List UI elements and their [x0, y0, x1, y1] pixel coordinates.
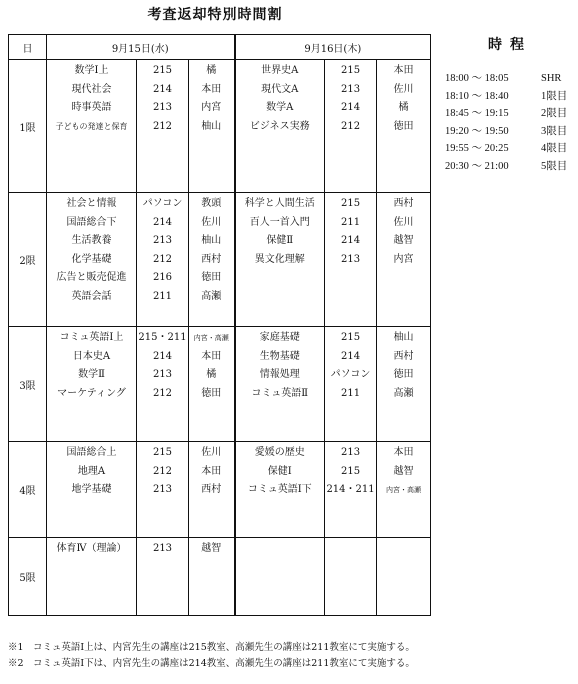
subject-text: 広告と販売促進 [56, 272, 127, 283]
time-range: 18:10 ～ 18:40 [445, 90, 509, 102]
subject-text: 化学基礎 [71, 253, 112, 265]
timetable-row [445, 105, 575, 123]
room-text: 214・211 [326, 484, 375, 495]
room-text: 213 [340, 253, 361, 265]
timetable-row [445, 88, 575, 106]
period-name: SHR [541, 73, 562, 84]
teacher-text: 内宮・高瀬 [386, 486, 422, 494]
period-label: 3限 [9, 327, 47, 442]
day1-subject-cell [47, 442, 137, 538]
day1-room-cell [137, 60, 189, 193]
subject-text: 保健Ⅱ [266, 235, 294, 246]
timetable-panel [445, 34, 575, 175]
date-header-1: 9月15日(水) [47, 35, 235, 60]
time-range: 18:00 ～ 18:05 [445, 73, 509, 84]
day2-room-cell [325, 442, 377, 538]
day2-teacher-cell [377, 327, 431, 442]
room-text: 215 [340, 65, 361, 76]
day2-teacher-cell [377, 538, 431, 616]
teacher-text: 内宮 [393, 253, 414, 265]
teacher-text: 佐川 [393, 216, 414, 228]
room-text: 215 [340, 198, 361, 209]
room-text: 213 [340, 83, 361, 95]
teacher-text: 西村 [201, 484, 222, 495]
subject-text: 体育Ⅳ（理論） [56, 543, 127, 554]
teacher-text: 本田 [201, 83, 222, 95]
day1-subject-cell [47, 60, 137, 193]
subject-text: 愛媛の歴史 [254, 447, 305, 458]
teacher-text: 西村 [393, 198, 414, 209]
day2-room-cell [325, 327, 377, 442]
room-text: パソコン [330, 369, 371, 380]
teacher-text: 高瀬 [201, 290, 222, 302]
teacher-text: 越智 [201, 543, 222, 554]
period-name: 2限目 [541, 108, 568, 119]
room-text: 214 [152, 350, 173, 362]
period-row [9, 327, 431, 442]
room-text: 213 [152, 102, 173, 113]
day2-room-cell [325, 538, 377, 616]
room-text: 214 [340, 235, 361, 246]
subject-text: 時事英語 [71, 102, 112, 113]
room-text: 214 [152, 216, 173, 228]
teacher-text: 本田 [201, 350, 222, 362]
room-text: 216 [152, 272, 173, 283]
period-row [9, 442, 431, 538]
day1-subject-cell [47, 327, 137, 442]
period-row [9, 538, 431, 616]
room-text: 215 [340, 332, 361, 343]
teacher-text: 本田 [393, 447, 414, 458]
date-header-2: 9月16日(木) [235, 35, 431, 60]
subject-text: 国語総合下 [66, 216, 117, 228]
day1-room-cell [137, 327, 189, 442]
teacher-text: 橘 [206, 369, 217, 380]
day1-teacher-cell [189, 442, 235, 538]
teacher-text: 徳田 [393, 120, 414, 132]
day1-teacher-cell [189, 193, 235, 327]
day-header: 日 [9, 35, 47, 60]
subject-text: 百人一首入門 [249, 216, 310, 228]
page-title: 考査返却特別時間割 [147, 7, 283, 23]
day2-teacher-cell [377, 193, 431, 327]
timetable-row [445, 123, 575, 141]
period-name: 1限目 [541, 90, 568, 102]
teacher-text: 越智 [393, 465, 414, 477]
day1-teacher-cell [189, 538, 235, 616]
footnote: ※2 コミュ英語Ⅰ下は、内宮先生の講座は214教室、高瀬先生の講座は211教室にて実施する。 [8, 658, 415, 669]
room-text: 214 [152, 83, 173, 95]
subject-text: 数学Ⅰ上 [74, 65, 109, 76]
teacher-text: 柚山 [201, 235, 222, 246]
room-text: 211 [340, 387, 361, 399]
day1-subject-cell [47, 193, 137, 327]
subject-text: 日本史A [72, 350, 111, 362]
subject-text: コミュ英語Ⅱ [251, 387, 309, 399]
period-row [9, 60, 431, 193]
room-text: 213 [152, 543, 173, 554]
timetable-row [445, 140, 575, 158]
subject-text: 生物基礎 [259, 350, 300, 362]
day2-subject-cell [235, 193, 325, 327]
teacher-text: 教頭 [201, 198, 222, 209]
room-text: 213 [152, 484, 173, 495]
room-text: 214 [340, 350, 361, 362]
subject-text: 世界史A [261, 65, 299, 76]
teacher-text: 橘 [206, 65, 217, 76]
day2-subject-cell [235, 327, 325, 442]
teacher-text: 内宮 [201, 102, 222, 113]
subject-text: マーケティング [57, 387, 126, 399]
subject-text: コミュ英語Ⅰ下 [247, 484, 312, 495]
period-row [9, 193, 431, 327]
time-range: 20:30 ～ 21:00 [445, 160, 509, 172]
day2-room-cell [325, 193, 377, 327]
day2-subject-cell [235, 442, 325, 538]
room-text: 213 [152, 235, 173, 246]
subject-text: 地理A [77, 465, 106, 477]
day2-teacher-cell [377, 442, 431, 538]
subject-text: 異文化理解 [254, 253, 305, 265]
subject-text: 情報処理 [259, 369, 300, 380]
day2-subject-cell [235, 60, 325, 193]
teacher-text: 高瀬 [393, 387, 414, 399]
room-text: 212 [152, 253, 173, 265]
room-text: 213 [152, 369, 173, 380]
footnotes [8, 640, 415, 672]
room-text: 215・211 [138, 332, 187, 343]
room-text: 215 [152, 447, 173, 458]
room-text: 211 [340, 216, 361, 228]
teacher-text: 佐川 [201, 447, 222, 458]
room-text: 214 [340, 102, 361, 113]
time-range: 19:20 ～ 19:50 [445, 125, 509, 137]
room-text: 212 [152, 120, 173, 132]
room-text: 212 [152, 465, 173, 477]
day1-room-cell [137, 538, 189, 616]
room-text: パソコン [142, 198, 183, 209]
teacher-text: 徳田 [201, 272, 222, 283]
room-text: 212 [340, 120, 361, 132]
time-range: 19:55 ～ 20:25 [445, 143, 509, 154]
room-text: 215 [340, 465, 361, 477]
day1-teacher-cell [189, 327, 235, 442]
period-label: 2限 [9, 193, 47, 327]
schedule-table [8, 34, 431, 616]
period-label: 4限 [9, 442, 47, 538]
teacher-text: 橘 [398, 102, 409, 113]
teacher-text: 柚山 [201, 120, 222, 132]
day1-room-cell [137, 193, 189, 327]
timetable-row [445, 70, 575, 88]
timetable-row [445, 158, 575, 176]
teacher-text: 本田 [393, 65, 414, 76]
teacher-text: 佐川 [393, 83, 414, 95]
timetable-title: 時程 [488, 37, 532, 53]
subject-text: 現代社会 [71, 83, 112, 95]
subject-text: 現代文A [261, 83, 299, 95]
period-name: 4限目 [541, 143, 568, 154]
teacher-text: 佐川 [201, 216, 222, 228]
subject-text: コミュ英語Ⅰ上 [59, 332, 124, 343]
subject-text: 英語会話 [71, 290, 112, 302]
day1-subject-cell [47, 538, 137, 616]
day2-room-cell [325, 60, 377, 193]
subject-text: 国語総合上 [66, 447, 117, 458]
subject-text: 数学A [266, 102, 294, 113]
subject-text: ビジネス実務 [249, 120, 310, 132]
room-text: 213 [340, 447, 361, 458]
teacher-text: 本田 [201, 465, 222, 477]
subject-text: 科学と人間生活 [244, 198, 315, 209]
subject-text: 数学Ⅱ [78, 369, 105, 380]
subject-text: 社会と情報 [66, 198, 117, 209]
room-text: 212 [152, 387, 173, 399]
header-row [9, 35, 431, 60]
teacher-text: 柚山 [393, 332, 414, 343]
footnote: ※1 コミュ英語Ⅰ上は、内宮先生の講座は215教室、高瀬先生の講座は211教室にて実施する。 [8, 642, 415, 653]
subject-text: 家庭基礎 [259, 332, 300, 343]
teacher-text: 徳田 [201, 387, 222, 399]
teacher-text: 西村 [393, 350, 414, 362]
teacher-text: 内宮・高瀬 [193, 334, 229, 342]
period-label: 5限 [9, 538, 47, 616]
subject-text: 子どもの発達と保育 [55, 121, 128, 131]
period-label: 1限 [9, 60, 47, 193]
subject-text: 保健Ⅰ [267, 465, 292, 477]
teacher-text: 越智 [393, 235, 414, 246]
day2-subject-cell [235, 538, 325, 616]
day1-teacher-cell [189, 60, 235, 193]
subject-text: 地学基礎 [71, 484, 112, 495]
period-name: 3限目 [541, 125, 568, 137]
room-text: 211 [152, 290, 173, 302]
subject-text: 生活教養 [71, 235, 112, 246]
teacher-text: 徳田 [393, 369, 414, 380]
time-range: 18:45 ～ 19:15 [445, 108, 509, 119]
day2-teacher-cell [377, 60, 431, 193]
teacher-text: 西村 [201, 253, 222, 265]
room-text: 215 [152, 65, 173, 76]
period-name: 5限目 [541, 160, 568, 172]
day1-room-cell [137, 442, 189, 538]
